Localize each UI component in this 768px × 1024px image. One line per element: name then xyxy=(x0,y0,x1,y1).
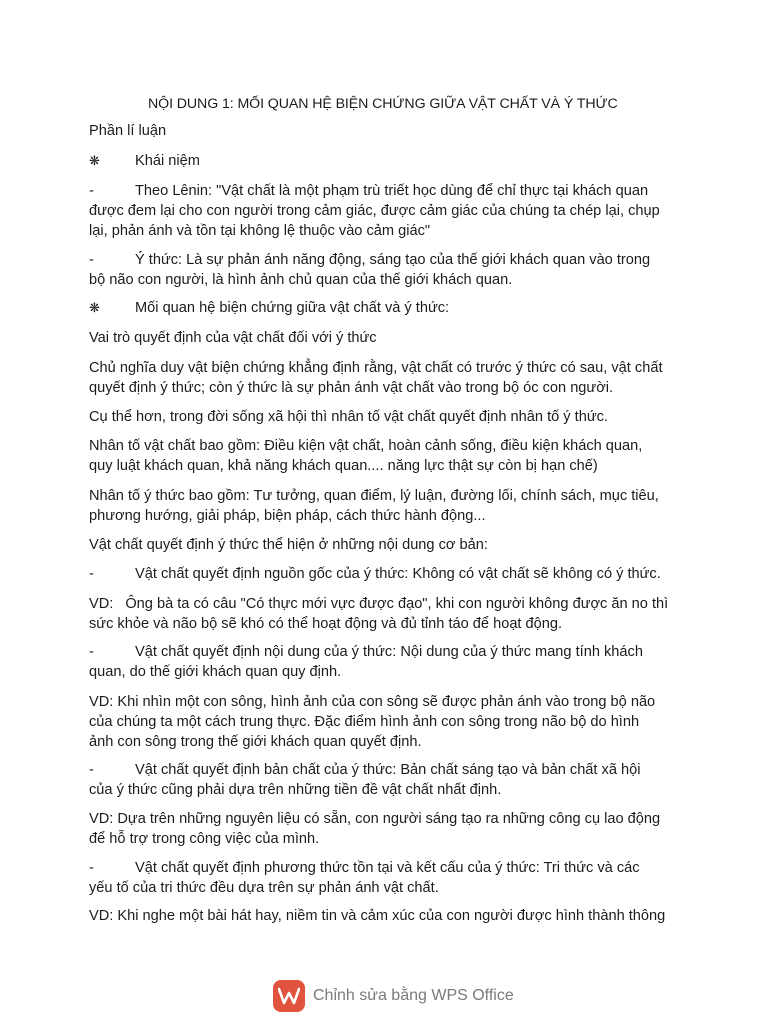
example-2-line2: của chúng ta một cách trung thực. Đặc điểm hình ảnh con sông trong não bộ do hình xyxy=(89,714,640,730)
example-3-line2: để hỗ trợ trong công việc của mình. xyxy=(89,831,320,847)
example-2-line3: ảnh con sông trong thế giới khách quan quyết định. xyxy=(89,734,422,750)
bullet-icon: ❋ xyxy=(89,300,100,315)
wps-edit-label[interactable]: Chỉnh sửa bằng WPS Office xyxy=(313,987,514,1004)
paragraph-materialism-line1: Chủ nghĩa duy vật biện chứng khẳng định rằng, vật chất có trước ý thức có sau, vật chất xyxy=(89,360,663,376)
document-title: NỘI DUNG 1: MỐI QUAN HỆ BIỆN CHỨNG GIỮA VẬT CHẤT VÀ Ý THỨC xyxy=(148,96,618,112)
example-1-line2: sức khỏe và não bộ sẽ khó có thể hoạt động và đủ tỉnh táo để hoạt động. xyxy=(89,616,563,632)
example-2-line1: VD: Khi nhìn một con sông, hình ảnh của con sông sẽ được phản ánh vào trong bộ não xyxy=(89,694,656,710)
bullet-icon: ❋ xyxy=(89,153,100,168)
paragraph-lenin-line2: được đem lại cho con người trong cảm giác, được cảm giác của chúng ta chép lại, chụp xyxy=(89,203,660,219)
wps-logo-icon xyxy=(273,980,305,1012)
point-structure-line2: yếu tố của tri thức đều dựa trên sự phản ánh vật chất. xyxy=(89,880,439,896)
section-label: Phần lí luận xyxy=(89,123,167,139)
paragraph-material-factors-line1: Nhân tố vật chất bao gồm: Điều kiện vật chất, hoàn cảnh sống, điều kiện khách quan, xyxy=(89,438,643,454)
point-structure-line1: Vật chất quyết định phương thức tồn tại và kết cấu của ý thức: Tri thức và các xyxy=(135,860,640,876)
paragraph-consciousness-factors-line2: phương hướng, giải pháp, biện pháp, cách thức hành động... xyxy=(89,508,486,524)
heading-concept: Khái niệm xyxy=(135,153,200,169)
dash-marker: - xyxy=(89,566,94,582)
wps-edit-banner[interactable] xyxy=(273,978,514,1014)
point-nature-line2: của ý thức cũng phải dựa trên những tiền đề vật chất nhất định. xyxy=(89,782,502,798)
point-origin: Vật chất quyết định nguồn gốc của ý thức: Không có vật chất sẽ không có ý thức. xyxy=(135,566,661,582)
dash-marker: - xyxy=(89,252,94,268)
point-content-line2: quan, do thế giới khách quan quy định. xyxy=(89,664,342,680)
example-4-line1: VD: Khi nghe một bài hát hay, niềm tin và cảm xúc của con người được hình thành thông xyxy=(89,908,666,924)
point-content-line1: Vật chất quyết định nội dung của ý thức: Nội dung của ý thức mang tính khách xyxy=(135,644,643,660)
dash-marker: - xyxy=(89,183,94,199)
paragraph-role: Vai trò quyết định của vật chất đối với ý thức xyxy=(89,330,377,346)
paragraph-specific: Cụ thể hơn, trong đời sống xã hội thì nhân tố vật chất quyết định nhân tố ý thức. xyxy=(89,409,608,425)
paragraph-determines: Vật chất quyết định ý thức thể hiện ở những nội dung cơ bản: xyxy=(89,537,488,553)
example-1-text: Ông bà ta có câu "Có thực mới vực được đạo", khi con người không được ăn no thì xyxy=(125,596,669,612)
heading-relationship: Mối quan hệ biện chứng giữa vật chất và ý thức: xyxy=(135,300,450,316)
paragraph-consciousness-line2: bộ não con người, là hình ảnh chủ quan của thế giới khách quan. xyxy=(89,272,513,288)
dash-marker: - xyxy=(89,860,94,876)
dash-marker: - xyxy=(89,762,94,778)
dash-marker: - xyxy=(89,644,94,660)
paragraph-consciousness-factors-line1: Nhân tố ý thức bao gồm: Tư tưởng, quan điểm, lý luận, đường lối, chính sách, mục tiêu, xyxy=(89,488,659,504)
paragraph-materialism-line2: quyết định ý thức; còn ý thức là sự phản ánh vật chất vào trong bộ óc con người. xyxy=(89,380,614,396)
example-1-line1 xyxy=(89,594,668,614)
paragraph-consciousness-line1: Ý thức: Là sự phản ánh năng động, sáng tạo của thế giới khách quan vào trong xyxy=(135,252,651,268)
paragraph-material-factors-line2: quy luật khách quan, khả năng khách quan.... năng lực thật sự còn bị hạn chế) xyxy=(89,458,598,474)
paragraph-lenin-line1: Theo Lênin: "Vật chất là một phạm trù triết học dùng để chỉ thực tại khách quan xyxy=(135,183,649,199)
example-prefix: VD: xyxy=(89,596,114,612)
point-nature-line1: Vật chất quyết định bản chất của ý thức: Bản chất sáng tạo và bản chất xã hội xyxy=(135,762,641,778)
paragraph-lenin-line3: lại, phản ánh và tồn tại không lệ thuộc vào cảm giác" xyxy=(89,223,431,239)
example-3-line1: VD: Dựa trên những nguyên liệu có sẵn, con người sáng tạo ra những công cụ lao động xyxy=(89,811,661,827)
